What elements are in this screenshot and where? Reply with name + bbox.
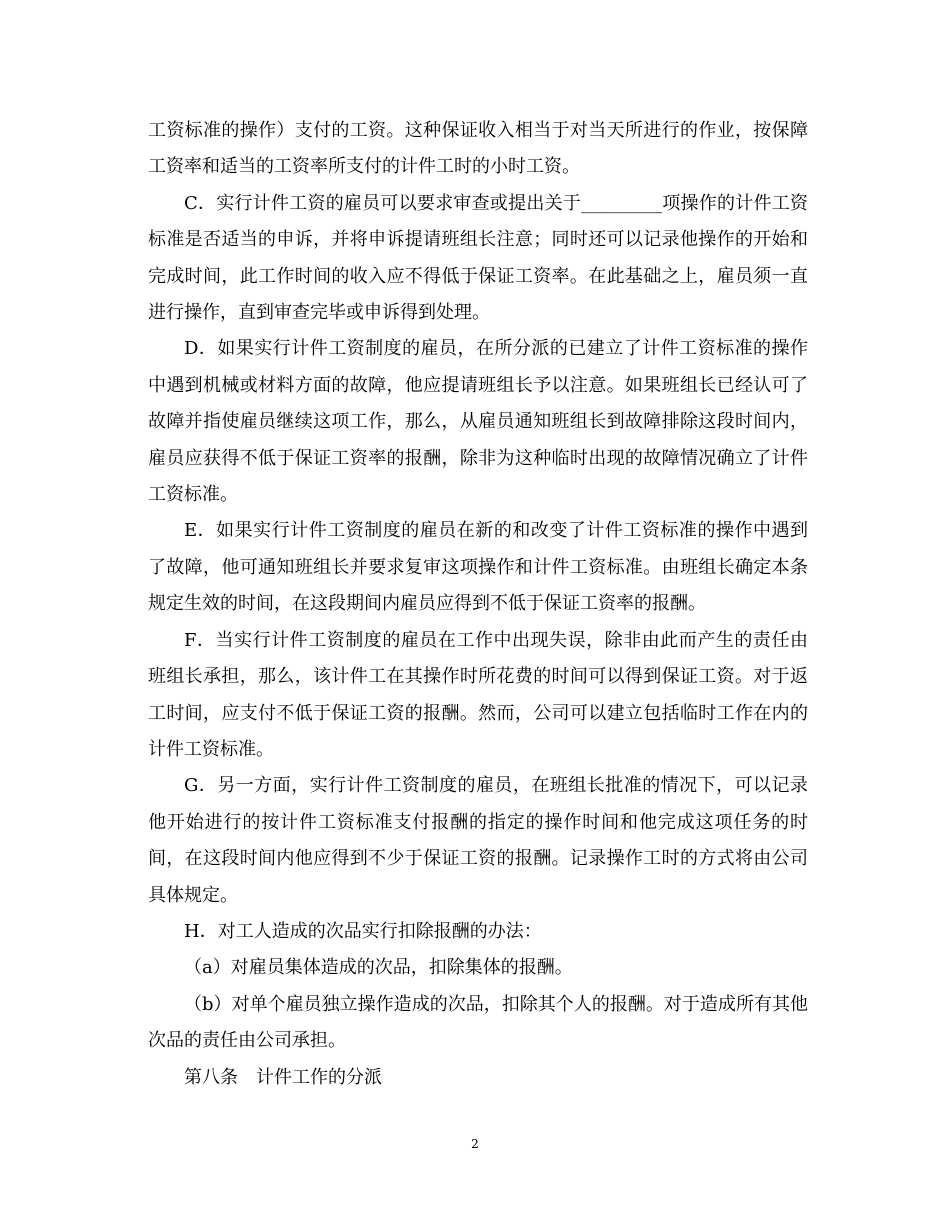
paragraph-clause-h: H．对工人造成的次品实行扣除报酬的办法： (184, 920, 542, 942)
paragraph-clause-f: F．当实行计件工资制度的雇员在工作中出现失误，除非由此而产生的责任由班组长承担，那么，该计件工在其操作时所花费的时间可以得到保证工资。对于返工时间，应支付不低于保证工资的报酬。然而，公司可以建立包括临时工作在内的计件工资标准。 (148, 629, 808, 760)
paragraph-clause-g: G．另一方面，实行计件工资制度的雇员，在班组长批准的情况下，可以记录他开始进行的按计件工资标准支付报酬的指定的操作时间和他完成这项任务的时间，在这段时间内他应得到不少于保证工资的报酬。记录操作工时的方式将由公司具体规定。 (148, 775, 808, 906)
document-body (148, 113, 808, 1096)
paragraph-item-b: （b）对单个雇员独立操作造成的次品，扣除其个人的报酬。对于造成所有其他次品的责任由公司承担。 (148, 993, 808, 1052)
paragraph-clause-c: C．实行计件工资的雇员可以要求审查或提出关于_________项操作的计件工资标准是否适当的申诉，并将申诉提请班组长注意；同时还可以记录他操作的开始和完成时间，此工作时间的收入应不得低于保证工资率。在此基础之上，雇员须一直进行操作，直到审查完毕或申诉得到处理。 (148, 192, 808, 324)
paragraph-continuation: 工资标准的操作）支付的工资。这种保证收入相当于对当天所进行的作业，按保障工资率和适当的工资率所支付的计件工时的小时工资。 (148, 120, 808, 178)
paragraph-item-a: （a）对雇员集体造成的次品，扣除集体的报酬。 (184, 957, 573, 979)
page-number: 2 (471, 1137, 479, 1151)
paragraph-clause-e: E．如果实行计件工资制度的雇员在新的和改变了计件工资标准的操作中遇到了故障，他可通知班组长并要求复审这项操作和计件工资标准。由班组长确定本条规定生效的时间，在这段期间内雇员应得到不低于保证工资率的报酬。 (148, 520, 808, 615)
paragraph-clause-d: D．如果实行计件工资制度的雇员，在所分派的已建立了计件工资标准的操作中遇到机械或材料方面的故障，他应提请班组长予以注意。如果班组长已经认可了故障并指使雇员继续这项工作，那么，从雇员通知班组长到故障排除这段时间内，雇员应获得不低于保证工资率的报酬，除非为这种临时出现的故障情况确立了计件工资标准。 (148, 338, 808, 506)
article-heading: 第八条 计件工作的分派 (184, 1066, 382, 1088)
